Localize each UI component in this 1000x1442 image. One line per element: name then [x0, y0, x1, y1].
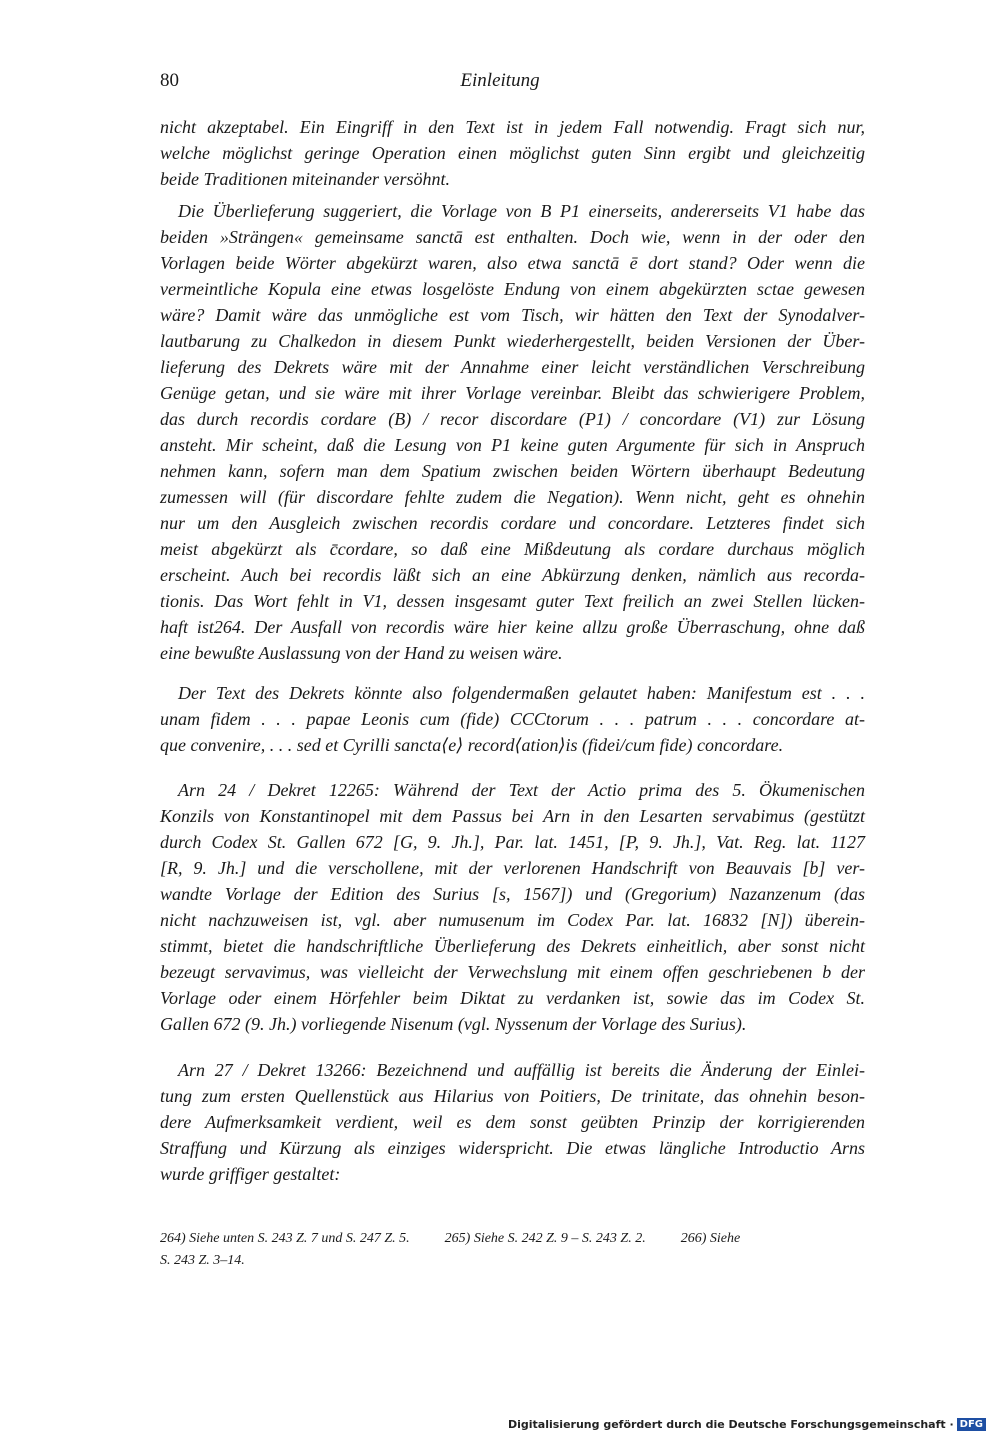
paragraph-1 — [160, 114, 865, 192]
text-line: meist abgekürzt als c̄cordare, so daß eine Mißdeutung als cordare durchaus möglich — [160, 539, 865, 559]
text-line: Die Überlieferung suggeriert, die Vorlage von B P1 einerseits, andererseits V1 habe das — [178, 201, 865, 221]
text-line: das durch recordis cordare (B) / recor discordare (P1) / concordare (V1) zur Lösung — [160, 409, 865, 429]
paragraph-3 — [160, 680, 865, 758]
text-line: zumessen will (für discordare fehlte zudem die Negation). Wenn nicht, geht es ohnehin — [160, 487, 865, 507]
text-line: Genüge getan, und sie wäre mit ihrer Vorlage vereinbar. Bleibt das schwierigere Problem, — [160, 383, 865, 403]
paragraph-4 — [160, 777, 865, 1037]
text-line: vermeintliche Kopula eine etwas losgelöste Endung von einem abgekürzten sctae gewesen — [160, 279, 865, 299]
text-line: stimmt, bietet die handschriftliche Überlieferung des Dekrets einheitlich, aber sonst nicht — [160, 936, 865, 956]
text-line: erscheint. Auch bei recordis läßt sich an eine Abkürzung denken, nämlich aus recorda- — [160, 565, 865, 585]
text-line: ansteht. Mir scheint, daß die Lesung von P1 keine guten Argumente für sich in Anspruch — [160, 435, 865, 455]
text-line: wäre? Damit wäre das unmögliche est vom Tisch, wir hätten den Text der Synodalver- — [160, 305, 865, 325]
text-line: Der Text des Dekrets könnte also folgendermaßen gelautet haben: Manifestum est . . . — [178, 683, 865, 703]
text-line: Arn 27 / Dekret 13266: Bezeichnend und auffällig ist bereits die Änderung der Einlei- — [178, 1060, 865, 1080]
dfg-logo: DFG — [957, 1418, 986, 1431]
text-line: bezeugt servavimus, was vielleicht der Verwechslung mit einem offen geschriebenen b der — [160, 962, 865, 982]
text-line: lautbarung zu Chalkedon in diesem Punkt wiederhergestellt, beiden Versionen der Über- — [160, 331, 865, 351]
text-line: nicht nachzuweisen ist, vgl. aber numusenum im Codex Par. lat. 16832 [N]) überein- — [160, 910, 865, 930]
text-line: Vorlagen beide Wörter abgekürzt waren, also etwa sanctā ē dort stand? Oder wenn die — [160, 253, 865, 273]
text-line: que convenire, . . . sed et Cyrilli sancta⟨e⟩ record⟨ation⟩is (fidei/cum fide) concordare. — [160, 735, 784, 755]
page-number: 80 — [160, 70, 179, 91]
text-line: beiden »Strängen« gemeinsame sanctā est enthalten. Doch wie, wenn in der oder den — [160, 227, 865, 247]
footnote-line: S. 243 Z. 3–14. — [160, 1253, 245, 1268]
text-line: lieferung des Dekrets wäre mit der Annahme einer leicht verständlichen Verschreibung — [160, 357, 865, 377]
text-line: dere Aufmerksamkeit verdient, weil es dem sonst geübten Prinzip der korrigierenden — [160, 1112, 865, 1132]
text-line: nicht akzeptabel. Ein Eingriff in den Text ist in jedem Fall notwendig. Fragt sich nur, — [160, 117, 865, 137]
paragraph-5 — [160, 1057, 865, 1187]
running-title: Einleitung — [460, 70, 540, 91]
text-line: beide Traditionen miteinander versöhnt. — [160, 169, 450, 189]
text-line: Gallen 672 (9. Jh.) vorliegende Nisenum (vgl. Nyssenum der Vorlage des Surius). — [160, 1014, 747, 1034]
footnote-line: 264) Siehe unten S. 243 Z. 7 und S. 247 Z. 5. 265) Siehe S. 242 Z. 9 – S. 243 Z. 2. 266) Siehe — [160, 1231, 741, 1246]
digitization-credit — [508, 1418, 986, 1431]
text-line: nehmen kann, sofern man dem Spatium zwischen beiden Wörtern überhaupt Bedeutung — [160, 461, 865, 481]
text-line: tung zum ersten Quellenstück aus Hilarius von Poitiers, De trinitate, das ohnehin beson- — [160, 1086, 865, 1106]
paragraph-2 — [160, 198, 865, 666]
text-line: unam fidem . . . papae Leonis cum (fide) CCCtorum . . . patrum . . . concordare at- — [160, 709, 865, 729]
text-line: Konzils von Konstantinopel mit dem Passus bei Arn in den Lesarten servabimus (gestützt — [160, 806, 865, 826]
text-line: wandte Vorlage der Edition des Surius [s, 1567]) und (Gregorium) Nazanzenum (das — [160, 884, 865, 904]
text-line: welche möglichst geringe Operation einen möglichst guten Sinn ergibt und gleichzeitig — [160, 143, 865, 163]
text-line: tionis. Das Wort fehlt in V1, dessen insgesamt guter Text freilich an zwei Stellen lücken- — [160, 591, 865, 611]
text-line: [R, 9. Jh.] und die verschollene, mit der verlorenen Handschrift von Beauvais [b] ver- — [160, 858, 865, 878]
text-line: Vorlage oder einem Hörfehler beim Diktat zu verdanken ist, sowie das im Codex St. — [160, 988, 865, 1008]
text-line: nur um den Ausgleich zwischen recordis cordare und concordare. Letzteres findet sich — [160, 513, 865, 533]
text-line: Arn 24 / Dekret 12265: Während der Text der Actio prima des 5. Ökumenischen — [178, 780, 865, 800]
footnotes — [160, 1228, 865, 1272]
text-line: Straffung und Kürzung als einziges widerspricht. Die etwas längliche Introductio Arns — [160, 1138, 865, 1158]
credit-text: Digitalisierung gefördert durch die Deutsche Forschungsgemeinschaft · — [507, 1418, 954, 1431]
text-line: durch Codex St. Gallen 672 [G, 9. Jh.], Par. lat. 1451, [P, 9. Jh.], Vat. Reg. lat. 1127 — [160, 832, 865, 852]
text-line: wurde griffiger gestaltet: — [160, 1164, 341, 1184]
text-line: haft ist264. Der Ausfall von recordis wäre hier keine allzu große Überraschung, ohne daß — [160, 617, 865, 637]
text-line: eine bewußte Auslassung von der Hand zu weisen wäre. — [160, 643, 563, 663]
